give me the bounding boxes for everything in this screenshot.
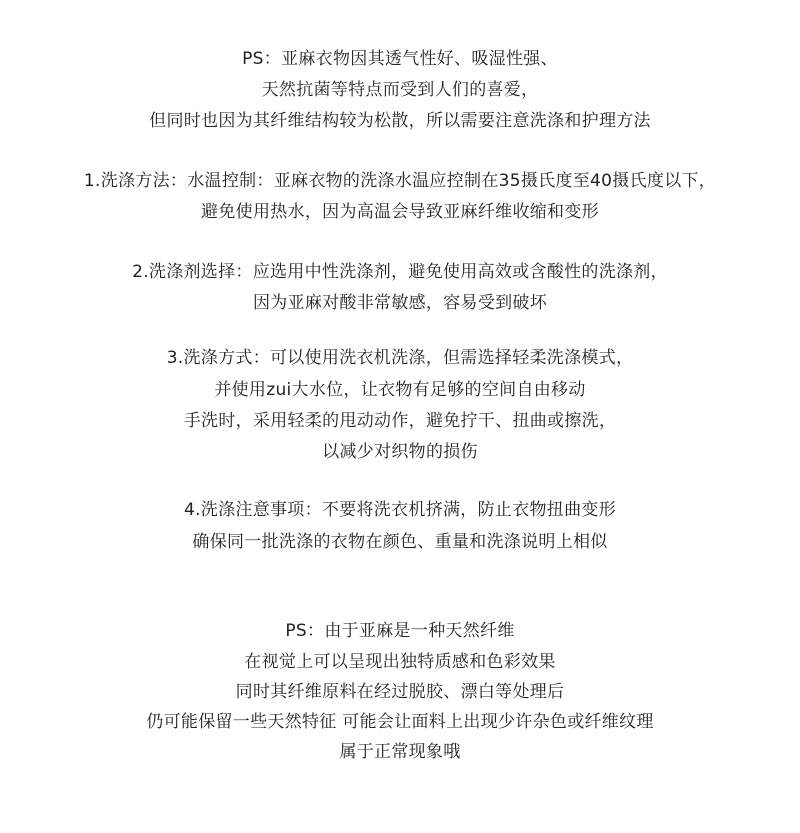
section1-line-2: 避免使用热水，因为高温会导致亚麻纤维收缩和变形 [201,202,599,222]
section3-line-3: 手洗时，采用轻柔的甩动动作，避免拧干、扭曲或擦洗， [183,411,617,431]
section2-line-1: 2.洗涤剂选择：应选用中性洗涤剂，避免使用高效或含酸性的洗涤剂， [132,262,668,282]
closing-line-5: 属于正常现象哦 [339,742,461,762]
closing-line-1: PS：由于亚麻是一种天然纤维 [285,621,515,641]
section2-line-2: 因为亚麻对酸非常敏感，容易受到破坏 [252,293,548,313]
intro-line-1: PS：亚麻衣物因其透气性好、吸湿性强、 [242,49,558,69]
section3-line-1: 3.洗涤方式：可以使用洗衣机洗涤，但需选择轻柔洗涤模式， [166,348,634,368]
closing-line-2: 在视觉上可以呈现出独特质感和色彩效果 [244,652,556,672]
section3-line-2: 并使用zui大水位，让衣物有足够的空间自由移动 [214,380,586,400]
closing-line-4: 仍可能保留一些天然特征 可能会让面料上出现少许杂色或纤维纹理 [146,712,654,732]
section4-line-1: 4.洗涤注意事项：不要将洗衣机挤满，防止衣物扭曲变形 [183,500,617,520]
section4-line-2: 确保同一批洗涤的衣物在颜色、重量和洗涤说明上相似 [192,532,608,552]
section3-line-4: 以减少对织物的损伤 [322,442,478,462]
intro-line-3: 但同时也因为其纤维结构较为松散，所以需要注意洗涤和护理方法 [149,111,651,131]
intro-line-2: 天然抗菌等特点而受到人们的喜爱， [261,80,539,100]
section1-line-1: 1.洗涤方法：水温控制：亚麻衣物的洗涤水温应控制在35摄氏度至40摄氏度以下， [83,171,717,191]
closing-line-3: 同时其纤维原料在经过脱胶、漂白等处理后 [235,682,565,702]
